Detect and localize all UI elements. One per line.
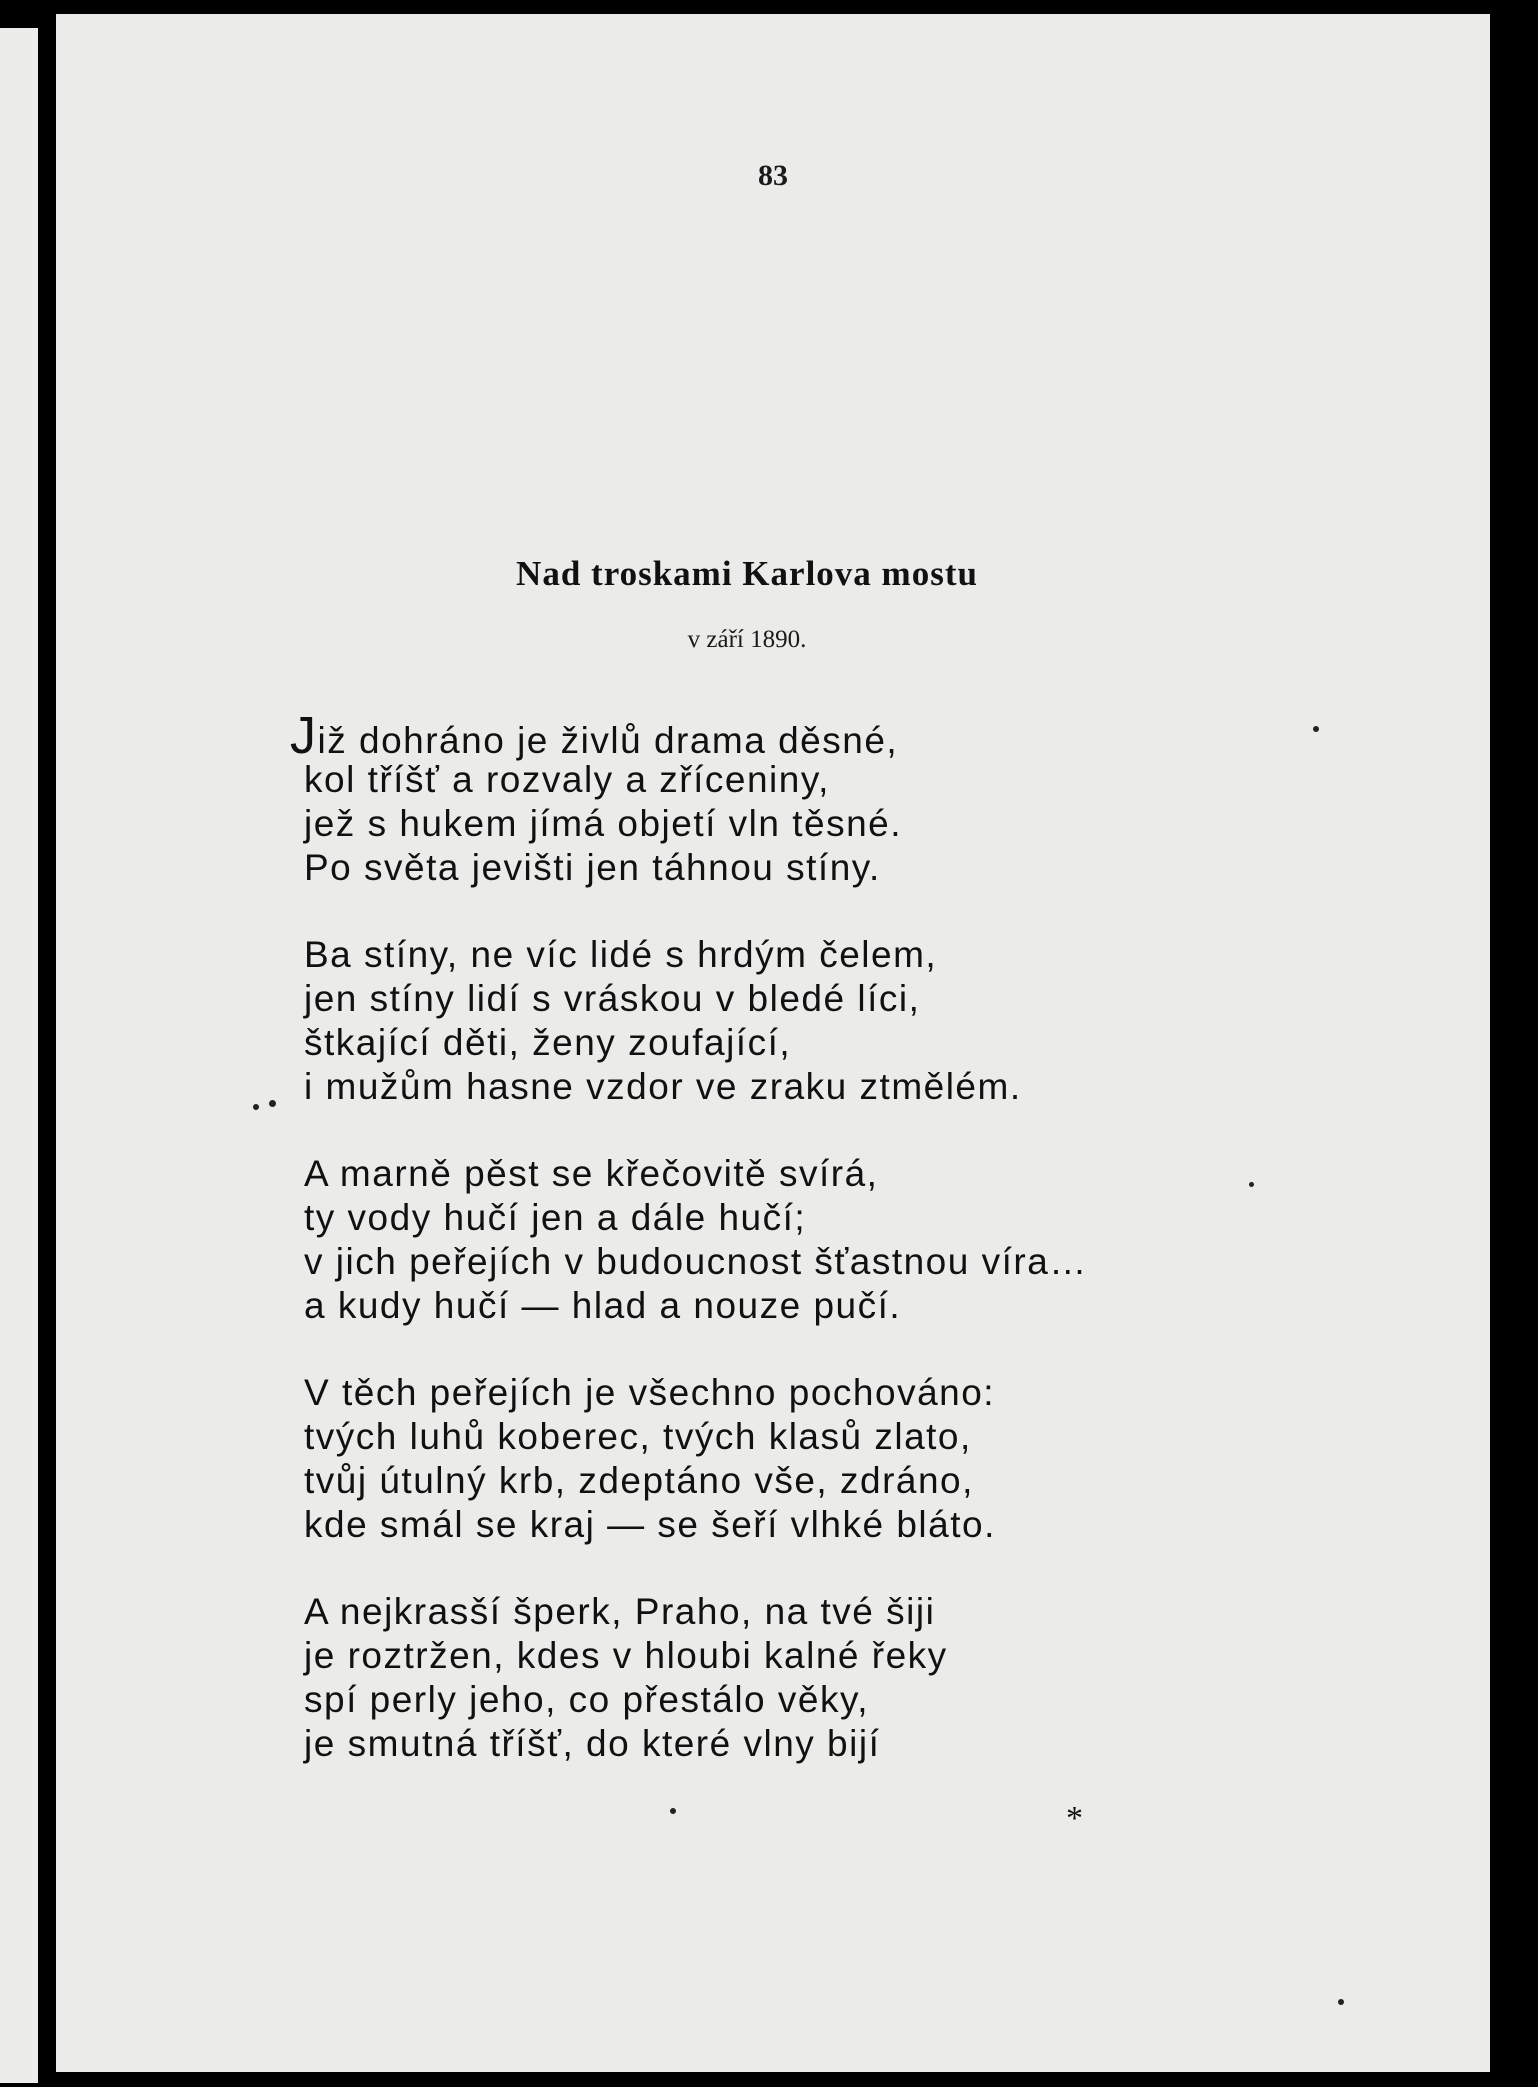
poem-line: kol tříšť a rozvaly a zříceniny, (304, 759, 830, 800)
poem-line: je smutná tříšť, do které vlny bijí (304, 1723, 881, 1764)
adjacent-page-edge (0, 28, 38, 2083)
poem-line: A nejkrasší šperk, Praho, na tvé šiji (304, 1591, 936, 1632)
stanza (304, 1152, 1088, 1328)
poem-line: tvůj útulný krb, zdeptáno vše, zdráno, (304, 1460, 974, 1501)
dust-speck (1313, 726, 1319, 732)
poem-line-text: iž dohráno je živlů drama děsné, (317, 720, 899, 761)
stanza (290, 707, 1088, 890)
drop-cap: J (290, 707, 318, 765)
stanza (304, 1371, 1088, 1547)
poem-line: Ba stíny, ne víc lidé s hrdým čelem, (304, 934, 938, 975)
poem-line: je roztržen, kdes v hloubi kalné řeky (304, 1635, 948, 1676)
poem-line: štkající děti, ženy zoufající, (304, 1022, 792, 1063)
page-number: 83 (758, 159, 788, 192)
poem-line: A marně pěst se křečovitě svírá, (304, 1153, 879, 1194)
dust-speck (670, 1808, 676, 1814)
poem-line: spí perly jeho, co přestálo věky, (304, 1679, 870, 1720)
poem-line: tvých luhů koberec, tvých klasů zlato, (304, 1416, 972, 1457)
book-page (56, 14, 1490, 2072)
dust-speck (253, 1104, 259, 1110)
poem-line: a kudy hučí — hlad a nouze pučí. (304, 1285, 902, 1326)
dust-speck (1249, 1182, 1254, 1187)
poem-line (290, 707, 1088, 765)
poem-line: V těch peřejích je všechno pochováno: (304, 1372, 996, 1413)
poem-dateline: v září 1890. (687, 626, 807, 653)
stanza (304, 1590, 1088, 1766)
poem-line: ty vody hučí jen a dále hučí; (304, 1197, 807, 1238)
stanza (304, 933, 1088, 1109)
poem-line: kde smál se kraj — se šeří vlhké bláto. (304, 1504, 996, 1545)
poem-line: i mužům hasne vzdor ve zraku ztmělém. (304, 1066, 1022, 1107)
poem-title: Nad troskami Karlova mostu (516, 554, 978, 593)
dust-speck (1338, 1999, 1344, 2005)
continuation-mark: * (1066, 1800, 1083, 1837)
poem-line: v jich peřejích v budoucnost šťastnou víra… (304, 1241, 1088, 1282)
poem-line: Po světa jevišti jen táhnou stíny. (304, 847, 881, 888)
dust-speck (269, 1100, 276, 1107)
poem-line: jež s hukem jímá objetí vln těsné. (304, 803, 903, 844)
poem-line: jen stíny lidí s vráskou v bledé líci, (304, 978, 921, 1019)
poem-body (290, 707, 1088, 1809)
